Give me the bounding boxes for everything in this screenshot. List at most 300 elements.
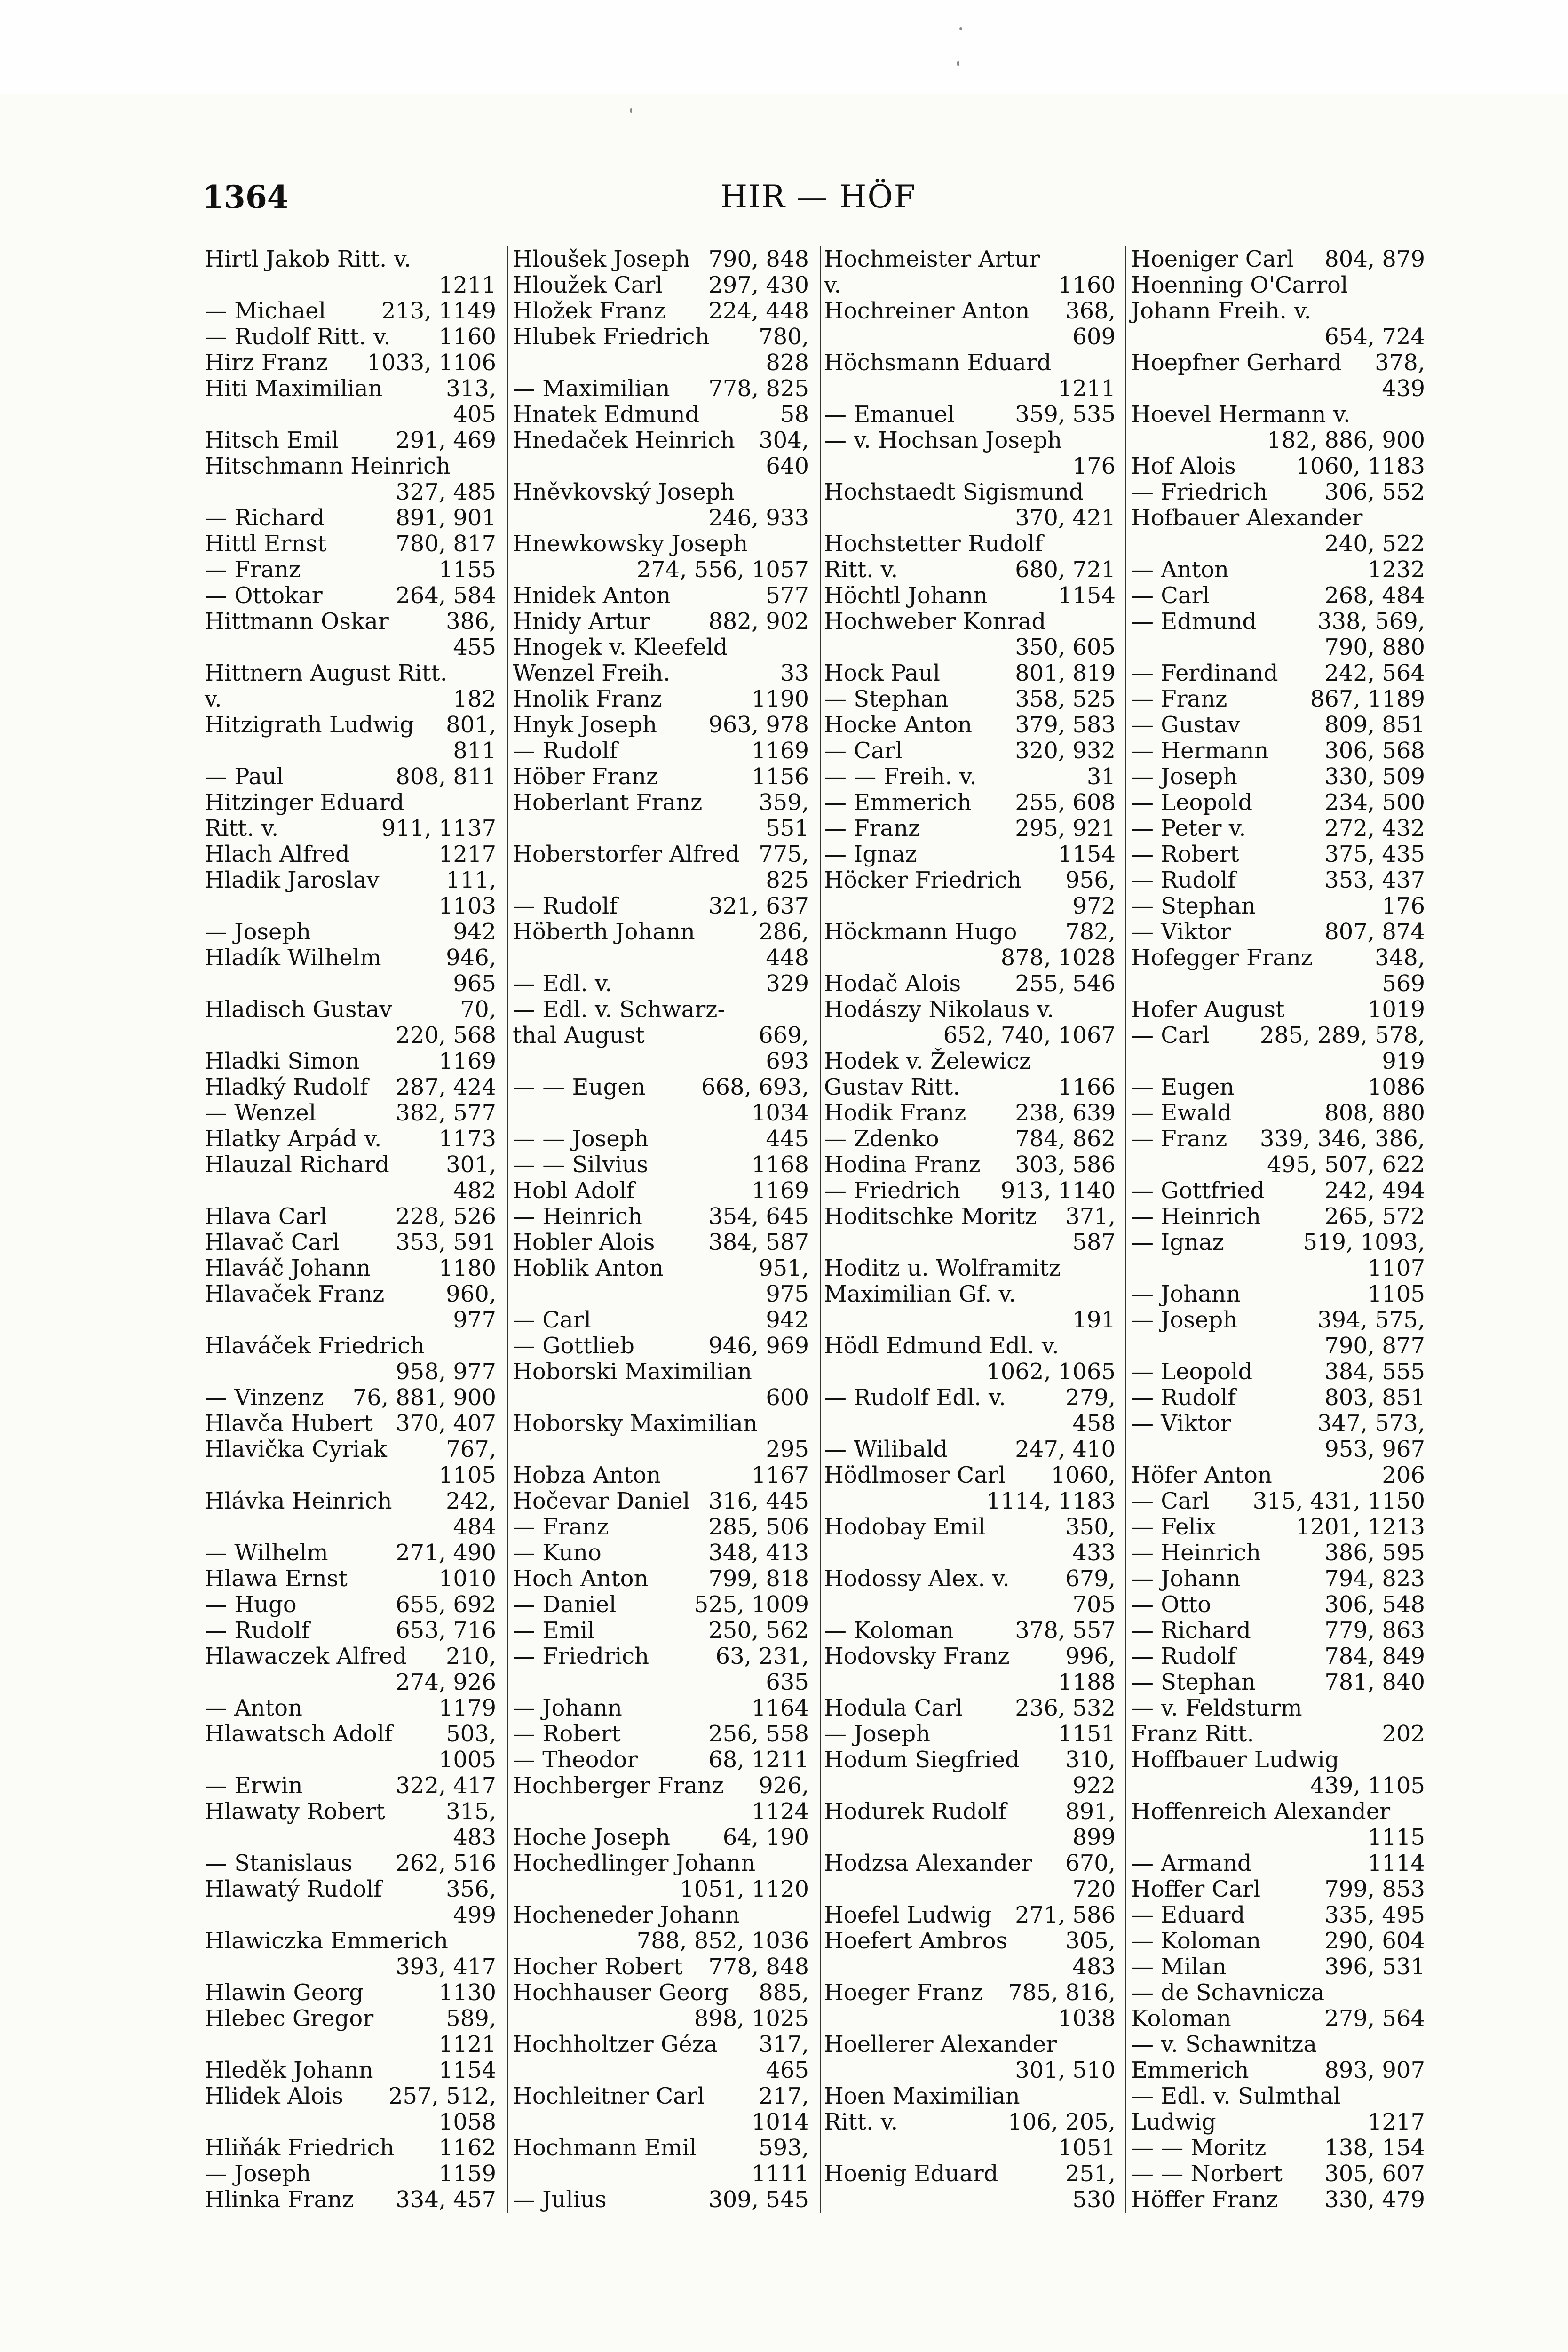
entry-name: — Anton — [1131, 556, 1229, 583]
entry-page-refs: 530 — [1072, 2186, 1116, 2213]
entry-page-refs: 353, 591 — [396, 1229, 496, 1255]
entry-name: — Robert — [1131, 841, 1239, 867]
scan-speck — [957, 61, 959, 66]
entry-page-refs: 1169 — [751, 738, 809, 764]
entry-page-refs: 1034 — [751, 1100, 809, 1126]
index-entry — [1131, 402, 1425, 428]
index-entry — [1131, 1902, 1425, 1928]
entry-page-refs: 359, 535 — [1015, 401, 1116, 428]
index-entry — [205, 1695, 496, 1721]
entry-page-refs: 867, 1189 — [1310, 686, 1425, 712]
index-entry — [205, 1747, 496, 1773]
index-entry — [1131, 1825, 1425, 1851]
entry-name: — Stephan — [1131, 1669, 1256, 1695]
entry-page-refs: 1151 — [1058, 1721, 1116, 1747]
index-entry — [205, 505, 496, 531]
index-entry — [824, 764, 1116, 790]
entry-page-refs: 329 — [766, 970, 809, 997]
entry-name: Höchsmann Eduard — [824, 350, 1052, 376]
index-entry — [205, 1100, 496, 1126]
entry-page-refs: 327, 485 — [396, 479, 496, 505]
index-entry — [1131, 453, 1425, 479]
index-entry — [824, 2032, 1116, 2058]
entry-name: Hoefert Ambros — [824, 1928, 1008, 1954]
index-entry — [824, 298, 1116, 324]
entry-page-refs: 335, 495 — [1324, 1902, 1425, 1928]
index-entry — [205, 1255, 496, 1281]
entry-page-refs: 1232 — [1367, 556, 1425, 583]
index-entry — [513, 660, 809, 686]
entry-page-refs: 350, 605 — [1015, 634, 1116, 660]
entry-page-refs: 778, 825 — [708, 375, 809, 402]
entry-page-refs: 499 — [453, 1902, 496, 1928]
entry-name: Hlawiczka Emmerich — [205, 1928, 448, 1954]
index-entry — [824, 479, 1116, 505]
entry-name: — Theodor — [513, 1747, 638, 1773]
entry-name: — Kuno — [513, 1540, 602, 1566]
entry-name: — v. Schawnitza — [1131, 2031, 1317, 2058]
entry-name: Hlach Alfred — [205, 841, 350, 867]
entry-page-refs: 317, — [759, 2031, 809, 2058]
entry-name: Hobler Alois — [513, 1229, 655, 1255]
index-entry — [824, 1281, 1116, 1307]
index-entry — [824, 1566, 1116, 1592]
index-entry — [1131, 609, 1425, 635]
entry-name: Hlavička Cyriak — [205, 1436, 387, 1462]
entry-name: Hof Alois — [1131, 453, 1236, 479]
index-entry — [1131, 1618, 1425, 1644]
index-entry — [1131, 1333, 1425, 1359]
entry-name: Hnedaček Heinrich — [513, 427, 735, 453]
entry-page-refs: 1217 — [1367, 2109, 1425, 2135]
entry-page-refs: 1103 — [438, 893, 496, 919]
index-entry — [824, 2135, 1116, 2161]
entry-page-refs: 458 — [1072, 1410, 1116, 1437]
entry-name: Maximilian Gf. v. — [824, 1281, 1016, 1307]
index-entry — [205, 1359, 496, 1385]
index-entry — [824, 246, 1116, 272]
index-entry — [824, 1773, 1116, 1799]
entry-name: Hladki Simon — [205, 1048, 360, 1074]
entry-name: — Leopold — [1131, 1359, 1253, 1385]
entry-name: Ritt. v. — [824, 556, 898, 583]
index-entry — [1131, 764, 1425, 790]
index-entry — [1131, 1721, 1425, 1747]
index-entry — [1131, 2058, 1425, 2083]
index-entry — [205, 867, 496, 893]
entry-page-refs: 58 — [780, 401, 809, 428]
index-entry — [1131, 816, 1425, 842]
entry-name: Hloužek Carl — [513, 272, 663, 298]
entry-page-refs: 1201, 1213 — [1296, 1514, 1425, 1540]
index-entry — [1131, 2032, 1425, 2058]
entry-name: Hlavaček Franz — [205, 1281, 385, 1307]
index-entry — [1131, 350, 1425, 376]
index-entry — [205, 635, 496, 660]
index-entry — [513, 1049, 809, 1074]
entry-name: — Franz — [1131, 686, 1227, 712]
index-entry — [824, 1644, 1116, 1669]
entry-name: — Ignaz — [824, 841, 917, 867]
entry-page-refs: 290, 604 — [1324, 1928, 1425, 1954]
entry-page-refs: 1114 — [1367, 1850, 1425, 1876]
index-entry — [824, 2109, 1116, 2135]
entry-page-refs: 587 — [1072, 1229, 1116, 1255]
index-entry — [824, 660, 1116, 686]
entry-page-refs: 213, 1149 — [381, 298, 496, 324]
entry-page-refs: 778, 848 — [708, 1954, 809, 1980]
entry-name: — Robert — [513, 1721, 621, 1747]
index-entry — [824, 997, 1116, 1023]
entry-name: Hödlmoser Carl — [824, 1462, 1006, 1488]
index-entry — [1131, 1255, 1425, 1281]
entry-name: Hodászy Nikolaus v. — [824, 996, 1054, 1023]
entry-name: Hoche Joseph — [513, 1824, 671, 1851]
entry-name: Hladik Jaroslav — [205, 867, 380, 893]
index-entry — [1131, 2135, 1425, 2161]
entry-page-refs: 295, 921 — [1015, 815, 1116, 842]
entry-page-refs: 790, 877 — [1324, 1333, 1425, 1359]
index-entry — [205, 1566, 496, 1592]
index-entry — [1131, 1851, 1425, 1876]
entry-name: — Koloman — [1131, 1928, 1261, 1954]
index-entry — [513, 505, 809, 531]
index-entry — [1131, 1178, 1425, 1204]
entry-name: Hlavač Carl — [205, 1229, 340, 1255]
entry-page-refs: 569 — [1382, 970, 1425, 997]
entry-name: — Joseph — [205, 2161, 311, 2187]
entry-page-refs: 353, 437 — [1324, 867, 1425, 893]
entry-page-refs: 334, 457 — [396, 2186, 496, 2213]
entry-page-refs: 780, — [759, 324, 809, 350]
entry-name: — Rudolf — [1131, 867, 1236, 893]
index-entry — [1131, 324, 1425, 350]
index-entry — [824, 1074, 1116, 1100]
entry-name: — Joseph — [205, 919, 311, 945]
index-entry — [205, 350, 496, 376]
entry-page-refs: 315, — [446, 1798, 496, 1825]
index-entry — [513, 583, 809, 609]
entry-page-refs: 1166 — [1058, 1074, 1116, 1100]
index-entry — [1131, 246, 1425, 272]
entry-page-refs: 220, 568 — [396, 1022, 496, 1049]
entry-page-refs: 801, — [446, 712, 496, 738]
entry-page-refs: 483 — [1072, 1954, 1116, 1980]
index-entry — [513, 2109, 809, 2135]
entry-page-refs: 885, — [759, 1979, 809, 2006]
entry-name: — Felix — [1131, 1514, 1216, 1540]
entry-page-refs: 268, 484 — [1324, 582, 1425, 609]
entry-name: Hlawatsch Adolf — [205, 1721, 393, 1747]
entry-page-refs: 720 — [1072, 1876, 1116, 1902]
entry-page-refs: 804, 879 — [1324, 246, 1425, 272]
entry-name: — Stephan — [824, 686, 949, 712]
index-entry — [824, 272, 1116, 298]
entry-page-refs: 274, 556, 1057 — [636, 556, 809, 583]
entry-name: — Stanislaus — [205, 1850, 353, 1876]
entry-page-refs: 799, 818 — [708, 1565, 809, 1592]
entry-page-refs: 272, 432 — [1324, 815, 1425, 842]
entry-page-refs: 264, 584 — [396, 582, 496, 609]
index-entry — [824, 635, 1116, 660]
index-entry — [205, 1514, 496, 1540]
entry-name: — Heinrich — [1131, 1203, 1261, 1230]
entry-name: Hlauzal Richard — [205, 1152, 389, 1178]
entry-page-refs: 785, 816, — [1007, 1979, 1116, 2006]
index-entry — [513, 867, 809, 893]
entry-page-refs: 210, — [446, 1643, 496, 1669]
entry-page-refs: 256, 558 — [708, 1721, 809, 1747]
index-entry — [205, 1178, 496, 1204]
entry-name: Hirz Franz — [205, 350, 328, 376]
entry-name: Hofer August — [1131, 996, 1285, 1023]
entry-page-refs: 306, 568 — [1324, 738, 1425, 764]
index-entry — [205, 428, 496, 453]
entry-page-refs: 286, — [759, 919, 809, 945]
index-entry — [1131, 1385, 1425, 1411]
index-entry — [513, 1178, 809, 1204]
index-entry — [513, 1618, 809, 1644]
entry-page-refs: 899 — [1072, 1824, 1116, 1851]
entry-name: Hoffbauer Ludwig — [1131, 1747, 1339, 1773]
entry-page-refs: 882, 902 — [708, 608, 809, 635]
entry-page-refs: 310, — [1065, 1747, 1116, 1773]
entry-name: — Johann — [1131, 1281, 1241, 1307]
entry-name: Hochberger Franz — [513, 1772, 724, 1799]
entry-name: Hloušek Joseph — [513, 246, 690, 272]
entry-page-refs: 922 — [1072, 1772, 1116, 1799]
index-entry — [824, 1928, 1116, 1954]
index-entry — [205, 738, 496, 764]
index-entry — [513, 1747, 809, 1773]
index-entry — [513, 350, 809, 376]
entry-name: — Friedrich — [824, 1177, 961, 1204]
index-entry — [824, 2058, 1116, 2083]
entry-name: Hlawaty Robert — [205, 1798, 385, 1825]
entry-page-refs: 279, 564 — [1324, 2005, 1425, 2032]
index-entry — [1131, 1566, 1425, 1592]
entry-page-refs: 953, 967 — [1324, 1436, 1425, 1462]
entry-page-refs: 304, — [759, 427, 809, 453]
index-entry — [205, 246, 496, 272]
index-entry — [513, 1825, 809, 1851]
entry-name: Hodossy Alex. v. — [824, 1565, 1010, 1592]
entry-name: — — Freih. v. — [824, 763, 977, 790]
index-entry — [824, 1100, 1116, 1126]
entry-name: Hochmeister Artur — [824, 246, 1040, 272]
entry-name: v. — [205, 686, 222, 712]
entry-name: Hnidek Anton — [513, 582, 671, 609]
index-entry — [824, 867, 1116, 893]
entry-page-refs: 316, 445 — [708, 1488, 809, 1514]
entry-name: — Maximilian — [513, 375, 670, 402]
index-entry — [205, 1773, 496, 1799]
entry-name: Hocher Robert — [513, 1954, 683, 1980]
entry-page-refs: 285, 289, 578, — [1259, 1022, 1425, 1049]
entry-page-refs: 668, 693, — [701, 1074, 809, 1100]
entry-page-refs: 1155 — [438, 556, 496, 583]
entry-name: — Gustav — [1131, 712, 1241, 738]
entry-page-refs: 347, 573, — [1317, 1410, 1425, 1437]
index-entry — [205, 1333, 496, 1359]
entry-page-refs: 784, 849 — [1324, 1643, 1425, 1669]
entry-page-refs: 1173 — [438, 1126, 496, 1152]
entry-name: — — Norbert — [1131, 2161, 1283, 2187]
index-entry — [513, 428, 809, 453]
entry-page-refs: 958, 977 — [396, 1359, 496, 1385]
entry-page-refs: 1167 — [751, 1462, 809, 1488]
entry-name: Hochstaedt Sigismund — [824, 479, 1084, 505]
entry-page-refs: 828 — [766, 350, 809, 376]
entry-name: Hödl Edmund Edl. v. — [824, 1333, 1059, 1359]
index-entry — [205, 919, 496, 945]
entry-page-refs: 956, — [1065, 867, 1116, 893]
index-entry — [1131, 1281, 1425, 1307]
entry-name: v. — [824, 272, 841, 298]
index-entry — [205, 1023, 496, 1049]
index-entry — [824, 686, 1116, 712]
index-entry — [1131, 531, 1425, 557]
entry-name: Hladisch Gustav — [205, 996, 392, 1023]
index-entry — [513, 1721, 809, 1747]
entry-page-refs: 482 — [453, 1177, 496, 1204]
entry-name: Hodobay Emil — [824, 1514, 986, 1540]
entry-page-refs: 891, — [1065, 1798, 1116, 1825]
index-entry — [205, 2083, 496, 2109]
entry-name: Hlawin Georg — [205, 1979, 364, 2006]
index-entry — [1131, 272, 1425, 298]
entry-name: — — Eugen — [513, 1074, 646, 1100]
entry-page-refs: 1168 — [751, 1152, 809, 1178]
index-entry — [824, 1255, 1116, 1281]
index-entry — [824, 1437, 1116, 1462]
entry-name: Hochhauser Georg — [513, 1979, 729, 2006]
index-entry — [513, 764, 809, 790]
entry-page-refs: 1179 — [438, 1695, 496, 1721]
index-entry — [513, 1100, 809, 1126]
index-entry — [1131, 1773, 1425, 1799]
entry-page-refs: 255, 546 — [1015, 970, 1116, 997]
entry-name: — v. Hochsan Joseph — [824, 427, 1062, 453]
entry-page-refs: 1164 — [751, 1695, 809, 1721]
index-entry — [513, 272, 809, 298]
entry-page-refs: 600 — [766, 1384, 809, 1411]
index-entry — [1131, 1514, 1425, 1540]
entry-page-refs: 350, — [1065, 1514, 1116, 1540]
entry-name: — — Silvius — [513, 1152, 649, 1178]
index-entry — [205, 1799, 496, 1825]
entry-name: Hodina Franz — [824, 1152, 981, 1178]
entry-name: — Gottfried — [1131, 1177, 1265, 1204]
entry-name: Hoeger Franz — [824, 1979, 983, 2006]
entry-page-refs: 330, 479 — [1324, 2186, 1425, 2213]
entry-name: Hnogek v. Kleefeld — [513, 634, 728, 660]
entry-name: Hnyk Joseph — [513, 712, 657, 738]
index-entry — [824, 402, 1116, 428]
index-entry — [205, 583, 496, 609]
entry-name: Hiti Maximilian — [205, 375, 383, 402]
entry-name: — Hugo — [205, 1591, 297, 1618]
index-entry — [1131, 428, 1425, 453]
entry-page-refs: 525, 1009 — [694, 1591, 809, 1618]
index-entry — [1131, 1592, 1425, 1618]
index-entry — [513, 945, 809, 971]
index-entry — [1131, 1023, 1425, 1049]
entry-name: — Franz — [513, 1514, 609, 1540]
index-entry — [824, 1876, 1116, 1902]
entry-page-refs: 788, 852, 1036 — [636, 1928, 809, 1954]
entry-page-refs: 315, 431, 1150 — [1252, 1488, 1425, 1514]
entry-page-refs: 255, 608 — [1015, 789, 1116, 816]
entry-page-refs: 378, — [1375, 350, 1425, 376]
entry-name: — Eduard — [1131, 1902, 1245, 1928]
index-entry — [205, 2058, 496, 2083]
index-entry — [824, 531, 1116, 557]
entry-page-refs: 1010 — [438, 1565, 496, 1592]
entry-page-refs: 378, 557 — [1015, 1617, 1116, 1644]
index-entry — [824, 1721, 1116, 1747]
entry-page-refs: 405 — [453, 401, 496, 428]
entry-name: — Joseph — [824, 1721, 931, 1747]
page-header — [202, 179, 1434, 221]
entry-page-refs: 303, 586 — [1015, 1152, 1116, 1178]
entry-page-refs: 652, 740, 1067 — [943, 1022, 1116, 1049]
index-entry — [824, 428, 1116, 453]
index-entry — [205, 660, 496, 686]
entry-page-refs: 1130 — [438, 1979, 496, 2006]
index-entry — [205, 1204, 496, 1230]
entry-name: — Rudolf — [1131, 1643, 1236, 1669]
index-entry — [205, 2032, 496, 2058]
entry-page-refs: 246, 933 — [708, 505, 809, 531]
index-entry — [513, 298, 809, 324]
index-entry — [1131, 2187, 1425, 2213]
entry-name: Hochmann Emil — [513, 2135, 697, 2161]
entry-name: — Ferdinand — [1131, 660, 1278, 686]
index-entry — [513, 790, 809, 816]
index-entry — [824, 1514, 1116, 1540]
entry-page-refs: 386, — [446, 608, 496, 635]
entry-page-refs: 106, 205, — [1007, 2109, 1116, 2135]
index-entry — [824, 1023, 1116, 1049]
entry-page-refs: 370, 421 — [1015, 505, 1116, 531]
index-entry — [513, 1152, 809, 1178]
entry-name: Hlavča Hubert — [205, 1410, 373, 1437]
entry-page-refs: 794, 823 — [1324, 1565, 1425, 1592]
entry-name: Hlawa Ernst — [205, 1565, 348, 1592]
index-entry — [513, 2032, 809, 2058]
entry-page-refs: 680, 721 — [1015, 556, 1116, 583]
entry-name: — Michael — [205, 298, 326, 324]
entry-name: Hoenning O'Carrol — [1131, 272, 1348, 298]
entry-name: — Emmerich — [824, 789, 972, 816]
entry-page-refs: 433 — [1072, 1540, 1116, 1566]
index-entry — [1131, 712, 1425, 738]
index-entry — [205, 1928, 496, 1954]
entry-page-refs: 551 — [766, 815, 809, 842]
entry-name: Hitsch Emil — [205, 427, 339, 453]
entry-name: — Daniel — [513, 1591, 617, 1618]
entry-name: Hodula Carl — [824, 1695, 963, 1721]
entry-page-refs: 679, — [1065, 1565, 1116, 1592]
entry-page-refs: 250, 562 — [708, 1617, 809, 1644]
index-entry — [1131, 1230, 1425, 1255]
entry-name: Höber Franz — [513, 763, 658, 790]
entry-page-refs: 996, — [1065, 1643, 1116, 1669]
index-entry — [513, 1359, 809, 1385]
entry-page-refs: 271, 586 — [1015, 1902, 1116, 1928]
index-entry — [205, 1876, 496, 1902]
